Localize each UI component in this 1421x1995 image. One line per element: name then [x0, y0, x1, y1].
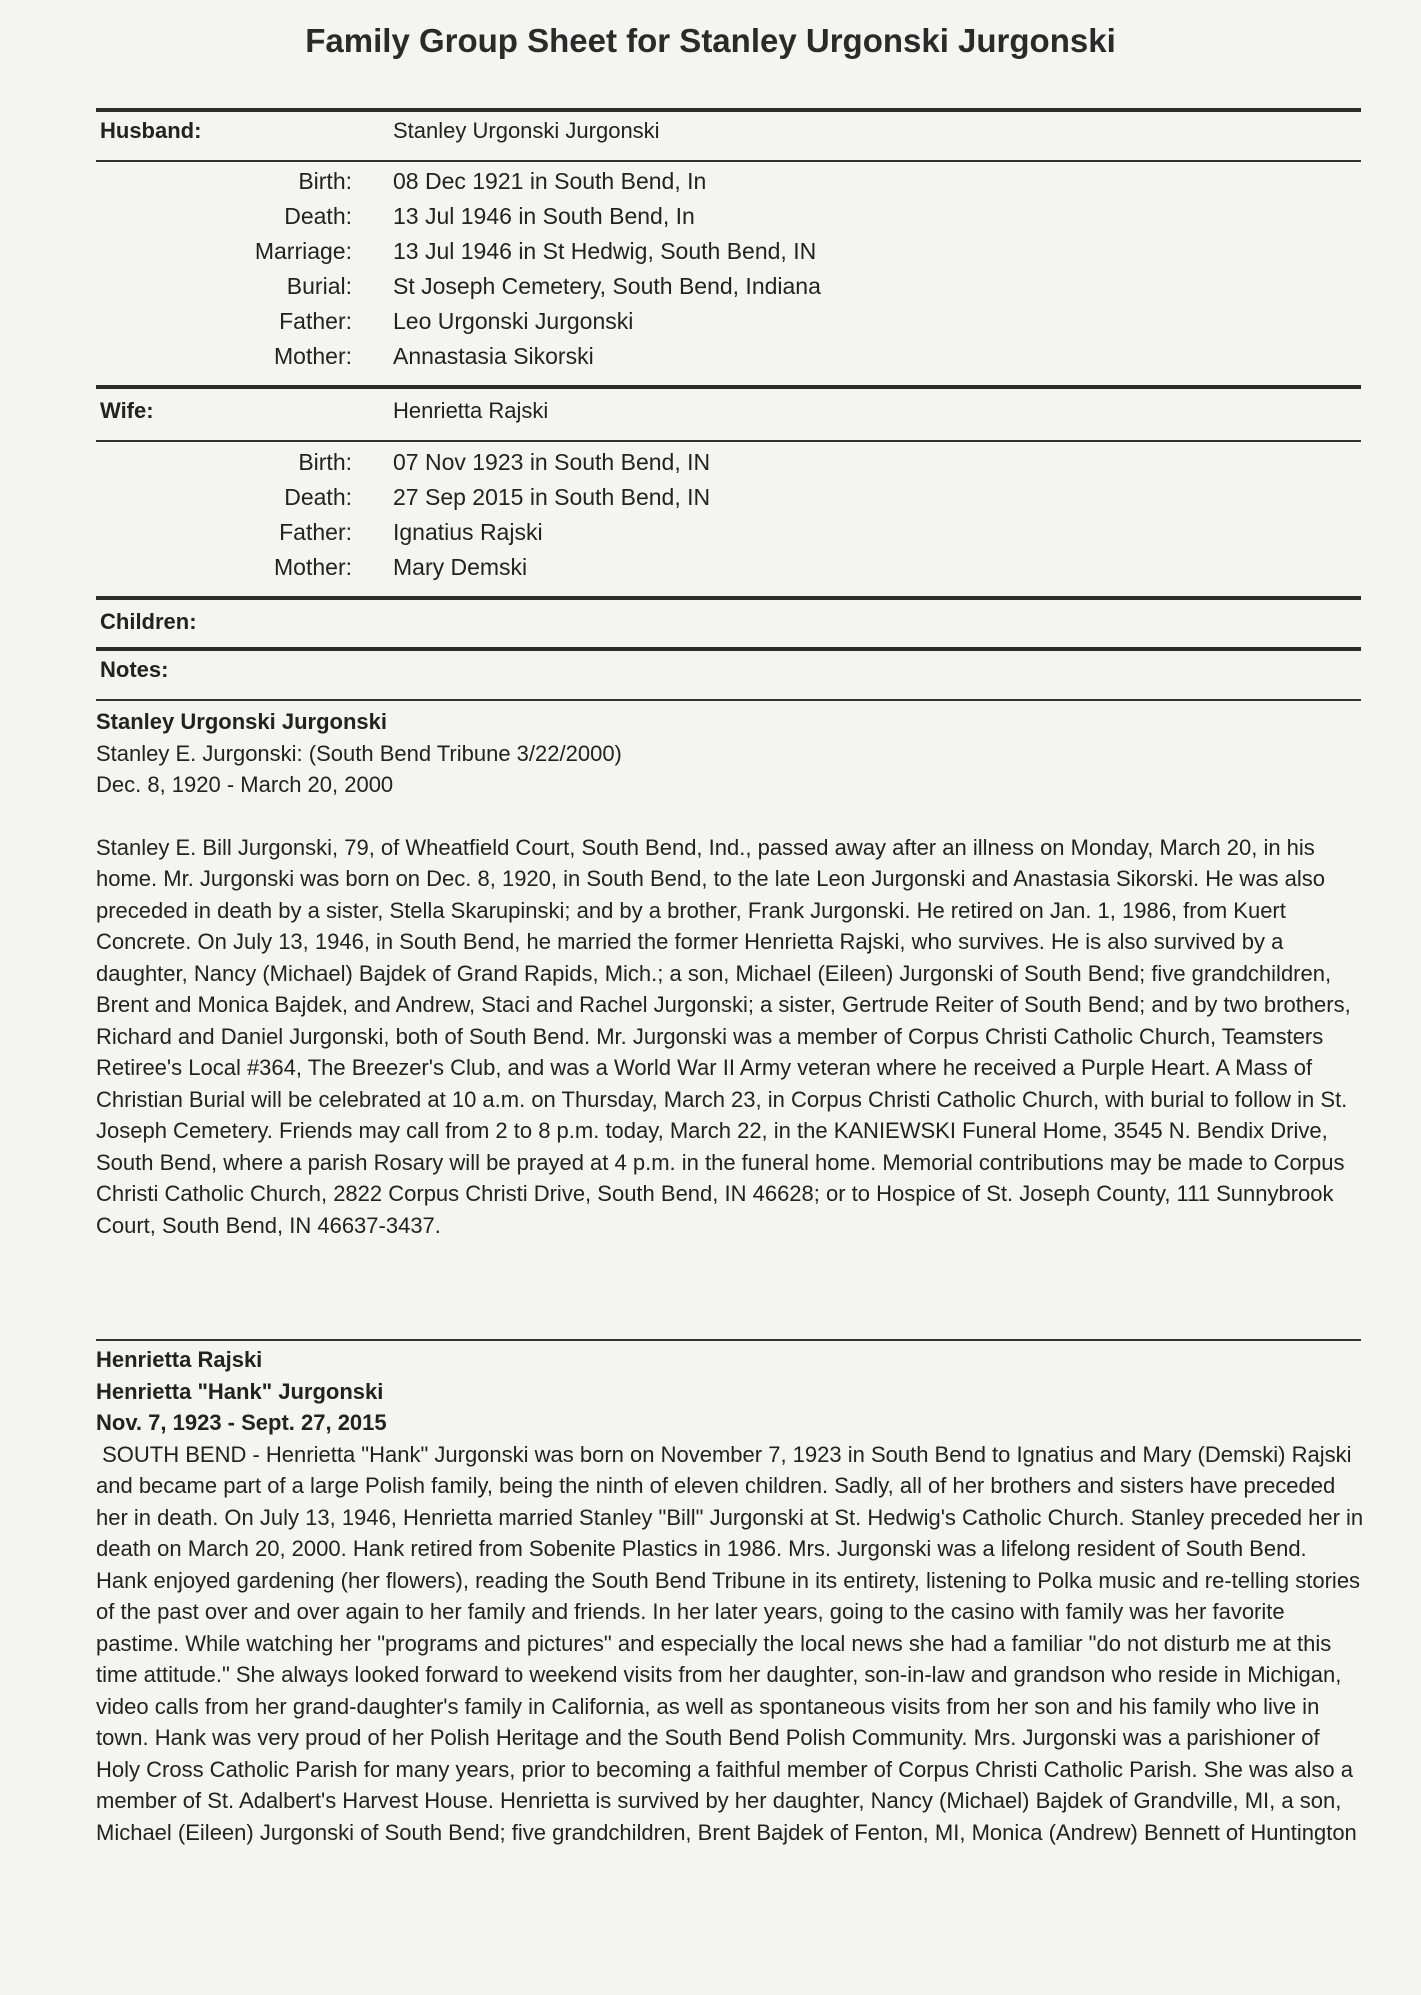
- notes-label: Notes:: [100, 657, 169, 682]
- note-heading: Stanley Urgonski Jurgonski: [96, 709, 387, 734]
- fact-label: Mother:: [274, 554, 352, 580]
- note-divider: [96, 1339, 1361, 1341]
- husband-name-rule: [96, 160, 1361, 162]
- note-source: Stanley E. Jurgonski: (South Bend Tribune 3/22/2000): [96, 740, 622, 766]
- wife-top-rule: [96, 385, 1361, 389]
- note-body: SOUTH BEND - Henrietta "Hank" Jurgonski was born on November 7, 1923 in South Bend to Ignatius and Mary (Demski) Rajski and became part of a large Polish family, being the ninth of eleven children. Sadly, all of her brothers and sisters have preceded her in death. On July 13, 1946, Henrietta married Stanley "Bill" Jurgonski at St. Hedwig's Catholic Church. Stanley preceded her in death on March 20, 2000. Hank retired from Sobenite Plastics in 1986. Mrs. Jurgonski was a lifelong resident of South Bend. Hank enjoyed gardening (her flowers), reading the South Bend Tribune in its entirety, listening to Polka music and re-telling stories of the past over and over again to her family and friends. In her later years, going to the casino with family was her favorite pastime. While watching her "programs and pictures" and especially the local news she had a familiar "do not disturb me at this time attitude." She always looked forward to weekend visits from her daughter, son-in-law and grandson who reside in Michigan, video calls from her grand-daughter's family in California, as well as spontaneous visits from her son and his family who live in town. Hank was very proud of her Polish Heritage and the South Bend Polish Community. Mrs. Jurgonski was a parishioner of Holy Cross Catholic Parish for many years, prior to becoming a faithful member of Corpus Christi Catholic Parish. She was also a member of St. Adalbert's Harvest House. Henrietta is survived by her daughter, Nancy (Michael) Bajdek of Grandville, MI, a son, Michael (Eileen) Jurgonski of South Bend; five grandchildren, Brent Bajdek of Fenton, MI, Monica (Andrew) Bennett of Huntington: [96, 1441, 1370, 1845]
- fact-label: Death:: [284, 203, 352, 229]
- husband-fact-row: [0, 343, 1421, 378]
- wife-fact-row: [0, 484, 1421, 519]
- wife-label: Wife:: [100, 398, 154, 423]
- husband-fact-row: [0, 238, 1421, 273]
- page-title: Family Group Sheet for Stanley Urgonski Jurgonski: [305, 22, 1116, 59]
- husband-facts: [0, 168, 1421, 378]
- fact-value: St Joseph Cemetery, South Bend, Indiana: [393, 273, 821, 299]
- husband-fact-row: [0, 308, 1421, 343]
- husband-top-rule: [96, 108, 1361, 112]
- fact-label: Death:: [284, 484, 352, 510]
- note-henrietta: [96, 1344, 1370, 1848]
- fact-value: 08 Dec 1921 in South Bend, In: [393, 168, 707, 194]
- fact-value: 13 Jul 1946 in South Bend, In: [393, 203, 695, 229]
- fact-label: Birth:: [298, 449, 352, 475]
- wife-fact-row: [0, 554, 1421, 589]
- children-label: Children:: [100, 609, 197, 634]
- fact-value: 07 Nov 1923 in South Bend, IN: [393, 449, 711, 475]
- wife-name: Henrietta Rajski: [393, 398, 549, 423]
- wife-fact-row: [0, 449, 1421, 484]
- note-dates: Dec. 8, 1920 - March 20, 2000: [96, 772, 394, 797]
- fact-label: Father:: [279, 308, 352, 334]
- note-dates: Nov. 7, 1923 - Sept. 27, 2015: [96, 1410, 387, 1435]
- notes-rule: [96, 699, 1361, 701]
- fact-value: Leo Urgonski Jurgonski: [393, 308, 634, 334]
- fact-label: Mother:: [274, 343, 352, 369]
- note-subheading: Henrietta "Hank" Jurgonski: [96, 1378, 384, 1404]
- fact-label: Father:: [279, 519, 352, 545]
- fact-label: Burial:: [286, 273, 352, 299]
- notes-top-rule: [96, 647, 1361, 651]
- fact-label: Marriage:: [254, 238, 352, 264]
- note-spacer: [96, 801, 1364, 832]
- fact-value: Mary Demski: [393, 554, 528, 580]
- fact-value: Ignatius Rajski: [393, 519, 543, 545]
- wife-facts: [0, 449, 1421, 589]
- husband-label: Husband:: [100, 118, 202, 143]
- note-heading: Henrietta Rajski: [96, 1347, 263, 1372]
- husband-fact-row: [0, 273, 1421, 308]
- fact-value: 27 Sep 2015 in South Bend, IN: [393, 484, 711, 510]
- husband-fact-row: [0, 168, 1421, 203]
- note-stanley: [96, 706, 1364, 1241]
- fact-value: Annastasia Sikorski: [393, 343, 594, 369]
- husband-name: Stanley Urgonski Jurgonski: [393, 118, 660, 143]
- fact-label: Birth:: [298, 168, 352, 194]
- husband-fact-row: [0, 203, 1421, 238]
- fact-value: 13 Jul 1946 in St Hedwig, South Bend, IN: [393, 238, 817, 264]
- note-body: Stanley E. Bill Jurgonski, 79, of Wheatfield Court, South Bend, Ind., passed away after an illness on Monday, March 20, in his home. Mr. Jurgonski was born on Dec. 8, 1920, in South Bend, to the late Leon Jurgonski and Anastasia Sikorski. He was also preceded in death by a sister, Stella Skarupinski; and by a brother, Frank Jurgonski. He retired on Jan. 1, 1986, from Kuert Concrete. On July 13, 1946, in South Bend, he married the former Henrietta Rajski, who survives. He is also survived by a daughter, Nancy (Michael) Bajdek of Grand Rapids, Mich.; a son, Michael (Eileen) Jurgonski of South Bend; five grandchildren, Brent and Monica Bajdek, and Andrew, Staci and Rachel Jurgonski; a sister, Gertrude Reiter of South Bend; and by two brothers, Richard and Daniel Jurgonski, both of South Bend. Mr. Jurgonski was a member of Corpus Christi Catholic Church, Teamsters Retiree's Local #364, The Breezer's Club, and was a World War II Army veteran where he received a Purple Heart. A Mass of Christian Burial will be celebrated at 10 a.m. on Thursday, March 23, in Corpus Christi Catholic Church, with burial to follow in St. Joseph Cemetery. Friends may call from 2 to 8 p.m. today, March 22, in the KANIEWSKI Funeral Home, 3545 N. Bendix Drive, South Bend, where a parish Rosary will be prayed at 4 p.m. in the funeral home. Memorial contributions may be made to Corpus Christi Catholic Church, 2822 Corpus Christi Drive, South Bend, IN 46628; or to Hospice of St. Joseph County, 111 Sunnybrook Court, South Bend, IN 46637-3437.: [96, 834, 1351, 1238]
- wife-name-rule: [96, 440, 1361, 442]
- children-top-rule: [96, 596, 1361, 600]
- wife-fact-row: [0, 519, 1421, 554]
